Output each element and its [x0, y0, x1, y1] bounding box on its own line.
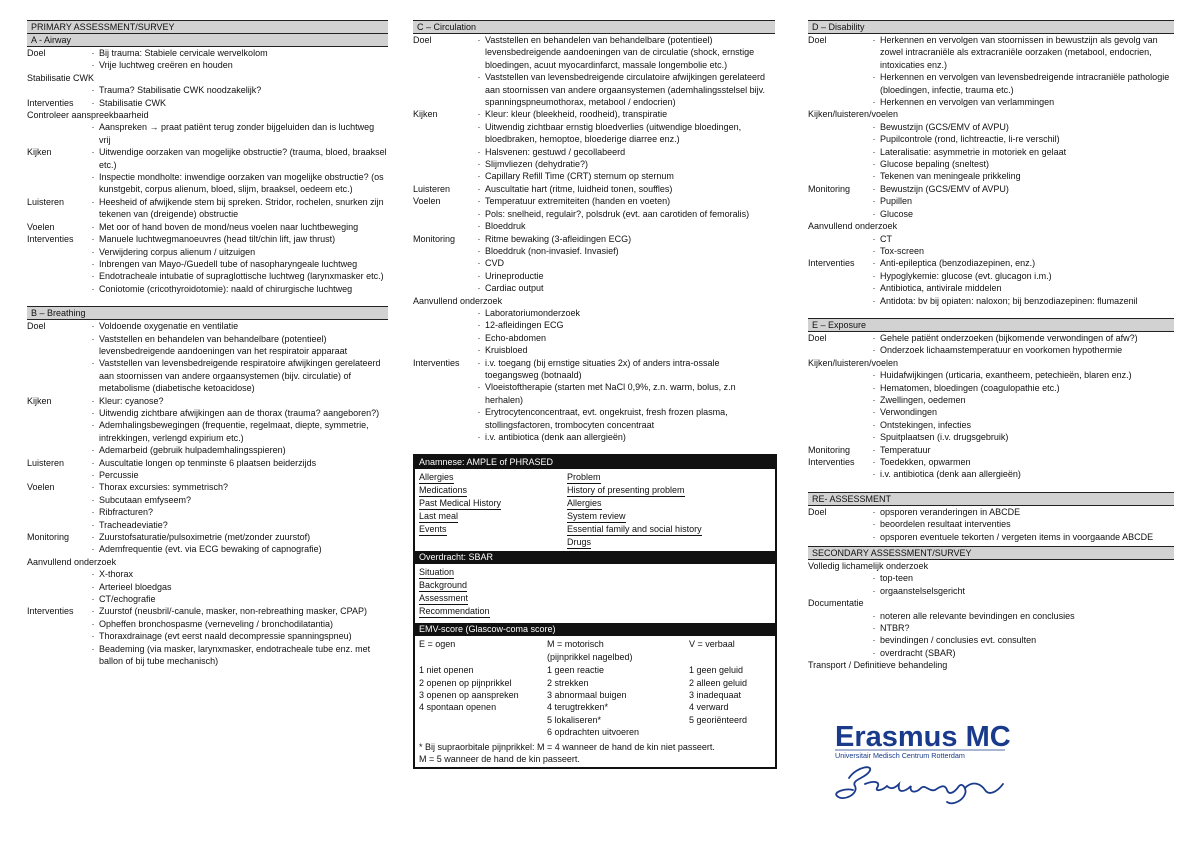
item-list [868, 332, 1174, 357]
ample-right [567, 471, 771, 549]
list-item: · Hematomen, bloedingen (coagulopathie etc.) [868, 382, 1174, 394]
mnemonic-item [419, 605, 771, 618]
item-list [87, 233, 388, 295]
list-item: · Cardiac output [473, 282, 775, 294]
circulation-header: C – Circulation [413, 21, 775, 34]
item-list [868, 444, 1174, 456]
list-item: · Ademhalingsbewegingen (frequentie, regelmaat, diepte, symmetrie, intrekkingen, verlengd expirium etc.) [87, 419, 388, 444]
list-item: · Bewustzijn (GCS/EMV of AVPU) [868, 121, 1174, 133]
list-item: · Vloeistoftherapie (starten met NaCl 0,9%, z.n. warm, bolus, z.n herhalen) [473, 381, 775, 406]
mnemonic-letter: P [419, 498, 426, 509]
list-item: · i.v. toegang (bij ernstige situaties 2x) of anders intra-ossale toegangsweg (botnaald) [473, 357, 775, 382]
row-label: Voelen [27, 221, 55, 232]
breathing-interventies [27, 605, 388, 667]
exposure-header: E – Exposure [808, 319, 1174, 332]
airway-voelen [27, 221, 388, 233]
row-label: Controleer aanspreekbaarheid [27, 110, 149, 121]
transport-label: Transport / Definitieve behandeling [808, 660, 948, 671]
list-item: · noteren alle relevante bevindingen en conclusies [868, 610, 1174, 622]
list-item: · Pupilcontrole (rond, lichtreactie, li-re verschil) [868, 133, 1174, 145]
row-label: Doel [413, 35, 432, 45]
list-item: · NTBR? [868, 622, 1174, 634]
list-item: · Zwellingen, oedemen [868, 394, 1174, 406]
list-item: · Kleur: kleur (bleekheid, roodheid), transpiratie [473, 108, 775, 120]
row-label: Interventies [27, 97, 74, 108]
list-item: · Endotracheale intubatie of supraglottische luchtweg (larynxmasker etc.) [87, 270, 388, 282]
emv-m-list [547, 664, 689, 738]
airway-header: A - Airway [27, 34, 388, 47]
row-label: Kijken/luisteren/voelen [808, 109, 899, 120]
breathing-doel [27, 320, 388, 394]
row-label: Luisteren [27, 457, 65, 468]
row-label: Interventies [808, 258, 855, 269]
list-item: · Vaststellen van levensbedreigende respiratoire afwijkingen gerelateerd aan stoornissen van andere orgaansystemen (bijv. circulatie) of metabolisme (diabetische ketoacidose) [87, 357, 388, 394]
sbar-list [415, 564, 775, 620]
list-item: · Uitwendig zichtbare afwijkingen aan de thorax (trauma? aangeboren?) [87, 407, 388, 419]
circulation-voelen [413, 195, 775, 232]
list-item: · top-teen [868, 572, 1174, 584]
list-item: · Toedekken, opwarmen [868, 456, 1174, 468]
sbar-title: Overdracht: SBAR [415, 551, 775, 564]
row-label: Monitoring [808, 183, 851, 194]
primary-survey-title: PRIMARY ASSESSMENT/SURVEY [27, 21, 388, 34]
section-a-airway [27, 20, 388, 295]
mnemonic-rest: rugs [573, 537, 592, 548]
mnemonic-item [419, 510, 567, 523]
list-item: · Laboratoriumonderzoek [473, 307, 775, 319]
item-list [413, 307, 775, 357]
mnemonic-item [419, 471, 567, 484]
row-label: Kijken [27, 147, 52, 158]
item-list [808, 369, 1174, 443]
disability-interventies [808, 257, 1174, 307]
airway-interventies [27, 97, 388, 109]
exposure-monitoring [808, 444, 1174, 456]
list-item: · Huidafwijkingen (urticaria, exantheem, petechieën, blaren enz.) [868, 369, 1174, 381]
list-item: · Uitwendig zichtbaar ernstig bloedverlies (uitwendige bloedingen, bloedbraken, hemoptoe, bloederige diarree enz.) [473, 121, 775, 146]
mnemonic-letter: H [567, 485, 574, 496]
list-item: · Echo-abdomen [473, 332, 775, 344]
item-list [868, 257, 1174, 307]
item-list [473, 183, 775, 195]
item-list [87, 146, 388, 196]
disability-doel [808, 34, 1174, 108]
row-label: Stabilisatie CWK [27, 72, 95, 83]
list-item: · Verwijdering corpus alienum / uitzuigen [87, 246, 388, 258]
emv-item: 1 geen geluid [689, 665, 744, 676]
mnemonic-letter: D [567, 537, 574, 548]
list-item: · X-thorax [87, 568, 388, 580]
emv-header-row [419, 638, 771, 663]
row-label: Volledig lichamelijk onderzoek [808, 561, 929, 572]
circulation-kijken [413, 108, 775, 182]
mnemonic-letter: B [419, 580, 426, 591]
list-item: · Glucose [868, 208, 1174, 220]
list-item: · Coniotomie (cricothyroidotomie): naald of chirurgische luchtweg [87, 283, 388, 295]
mnemonic-rest: ssential family and social history [573, 524, 702, 535]
disability-header: D – Disability [808, 21, 1174, 34]
item-list [27, 121, 388, 146]
list-item: · Capillary Refill Time (CRT) sternum op sternum [473, 170, 775, 182]
mnemonic-item [419, 484, 567, 497]
list-item: · Arterieel bloedgas [87, 581, 388, 593]
list-item: · Inspectie mondholte: inwendige oorzaken van mogelijke obstructie? (os kunstgebit, corpus alienum, bloed, slijm, braaksel, oedeem etc.) [87, 171, 388, 196]
item-list [473, 357, 775, 444]
airway-interventies-2 [27, 233, 388, 295]
emv-columns [419, 664, 771, 738]
row-label: Aanvullend onderzoek [808, 221, 898, 232]
mnemonic-letter: A [419, 472, 426, 483]
list-item: · Antibiotica, antivirale middelen [868, 282, 1174, 294]
mnemonic-letter: M [419, 485, 427, 496]
column-circulation [413, 20, 775, 769]
row-label: Voelen [413, 196, 441, 207]
list-item: · bevindingen / conclusies evt. consulten [868, 634, 1174, 646]
item-list [87, 605, 388, 667]
row-label: Voelen [27, 482, 55, 493]
emv-e-list [419, 664, 547, 738]
reference-box [413, 454, 777, 769]
list-item: · CT [868, 233, 1174, 245]
list-item: · i.v. antibiotica (denk aan allergieën) [473, 431, 775, 443]
list-item: · Trauma? Stabilisatie CWK noodzakelijk? [87, 84, 388, 96]
ample-title: Anamnese: AMPLE of PHRASED [415, 456, 775, 469]
section-b-breathing [27, 306, 388, 667]
list-item: · Tracheadeviatie? [87, 519, 388, 531]
circulation-interventies [413, 357, 775, 444]
list-item: · Temperatuur extremiteiten (handen en voeten) [473, 195, 775, 207]
mnemonic-rest: edications [426, 485, 468, 496]
list-item: · Met oor of hand boven de mond/neus voelen naar luchtbeweging [87, 221, 388, 233]
list-item: · Herkennen en vervolgen van verlammingen [868, 96, 1174, 108]
list-item: · Manuele luchtwegmanoeuvres (head tilt/chin lift, jaw thrust) [87, 233, 388, 245]
airway-doel [27, 47, 388, 72]
row-label: Doel [27, 48, 46, 58]
list-item: · opsporen eventuele tekorten / vergeten items in voorgaande ABCDE [868, 531, 1174, 543]
mnemonic-item [567, 523, 771, 536]
list-item: · Beademing (via masker, larynxmasker, endotracheale tube enz. met ballon of bij tube mechanisch) [87, 643, 388, 668]
emv-item: 2 openen op pijnprikkel [419, 677, 512, 688]
row-label: Luisteren [27, 196, 65, 207]
list-item: · Slijmvliezen (dehydratie?) [473, 158, 775, 170]
list-item: · Ademfrequentie (evt. via ECG bewaking of capnografie) [87, 543, 388, 555]
emv-item: 5 lokaliseren* [547, 714, 602, 725]
section-c-circulation [413, 20, 775, 443]
row-label: Kijken [27, 395, 52, 406]
row-label: Doel [808, 35, 827, 45]
item-list [808, 121, 1174, 183]
column-primary [27, 20, 388, 679]
list-item: · Heesheid of afwijkende stem bij spreken. Stridor, rochelen, snurken zijn tekenen van (dreigende) obstructie [87, 196, 388, 221]
row-label: Interventies [27, 234, 74, 245]
item-list [87, 320, 388, 394]
item-list [27, 84, 388, 96]
disability-monitoring [808, 183, 1174, 220]
mnemonic-item [567, 497, 771, 510]
list-item: · Thorax excursies: symmetrisch? [87, 481, 388, 493]
mnemonic-letter: A [567, 498, 574, 509]
mnemonic-letter: S [419, 567, 426, 578]
row-label: Doel [808, 506, 827, 517]
row-label: Aanvullend onderzoek [413, 295, 503, 306]
logo-wordmark: Erasmus MC [835, 721, 1011, 753]
emv-title: EMV-score (Glascow-coma score) [415, 623, 775, 636]
list-item: · Urineproductie [473, 270, 775, 282]
list-item: · Vaststellen en behandelen van behandelbare (potentieel) levensbedreigende aandoeningen van de circulatie (shock, ernstige bloedingen, acuut myocardinfarct, massale longembolie etc.) [473, 34, 775, 71]
row-label: Luisteren [413, 183, 451, 194]
list-item: · Hypoglykemie: glucose (evt. glucagon i.m.) [868, 270, 1174, 282]
erasmus-mc-logo [835, 720, 1035, 810]
item-list [868, 456, 1174, 481]
list-item: · orgaanstelselsgericht [868, 585, 1174, 597]
emv-item: 1 geen reactie [547, 665, 605, 676]
list-item: · Stabilisatie CWK [87, 97, 388, 109]
item-list [808, 610, 1174, 660]
list-item: · Zuurstofsaturatie/pulsoximetrie (met/zonder zuurstof) [87, 531, 388, 543]
list-item: · Subcutaan emfyseem? [87, 494, 388, 506]
mnemonic-letter: L [419, 511, 425, 522]
airway-kijken [27, 146, 388, 196]
emv-item: 6 opdrachten uitvoeren [547, 727, 640, 738]
mnemonic-rest: roblem [573, 472, 601, 483]
list-item: · Ademarbeid (gebruik hulpademhalingsspieren) [87, 444, 388, 456]
list-item: · Antidota: bv bij opiaten: naloxon; bij benzodiazepinen: flumazenil [868, 295, 1174, 307]
item-list [473, 233, 775, 295]
list-item: · Glucose bepaling (sneltest) [868, 158, 1174, 170]
item-list [87, 196, 388, 221]
list-item: · Aanspreken → praat patiënt terug zonder bijgeluiden dan is luchtweg vrij [87, 121, 388, 146]
exposure-doel [808, 332, 1174, 357]
list-item: · Kruisbloed [473, 344, 775, 356]
mnemonic-rest: ssessment [425, 593, 469, 604]
mnemonic-item [567, 510, 771, 523]
mnemonic-rest: ackground [425, 580, 468, 591]
mnemonic-item [419, 523, 567, 536]
list-item: · Uitwendige oorzaken van mogelijke obstructie? (trauma, bloed, braaksel etc.) [87, 146, 388, 171]
mnemonic-rest: llergies [425, 472, 454, 483]
row-label: Interventies [413, 357, 460, 368]
mnemonic-letter: A [419, 593, 426, 604]
list-item: · opsporen veranderingen in ABCDE [868, 506, 1174, 518]
item-list [87, 531, 388, 556]
mnemonic-rest: vents [425, 524, 447, 535]
mnemonic-letter: S [567, 511, 574, 522]
list-item: · CVD [473, 257, 775, 269]
list-item: · Ribfracturen? [87, 506, 388, 518]
emv-v-list [689, 664, 771, 738]
emv-item: 4 spontaan openen [419, 702, 497, 713]
mnemonic-rest: ystem review [573, 511, 626, 522]
list-item: · Pols: snelheid, regulair?, polsdruk (evt. aan carotiden of femoralis) [473, 208, 775, 220]
item-list [473, 195, 775, 232]
emv-note: M = 5 wanneer de hand de kin passeert. [419, 754, 580, 765]
mnemonic-rest: ecommendation [425, 606, 490, 617]
secondary-header: SECONDARY ASSESSMENT/SURVEY [808, 547, 1174, 560]
emv-item: 3 abnormaal buigen [547, 690, 627, 701]
list-item: · Spuitplaatsen (i.v. drugsgebruik) [868, 431, 1174, 443]
circulation-monitoring [413, 233, 775, 295]
list-item: · Percussie [87, 469, 388, 481]
exposure-interventies [808, 456, 1174, 481]
emv-item: 1 niet openen [419, 665, 474, 676]
list-item: · Anti-epileptica (benzodiazepinen, enz.) [868, 257, 1174, 269]
emv-item: 2 strekken [547, 677, 589, 688]
emv-item: 4 terugtrekken* [547, 702, 609, 713]
item-list [868, 183, 1174, 220]
item-list [808, 572, 1174, 597]
item-list [868, 34, 1174, 108]
breathing-voelen [27, 481, 388, 531]
row-label: Monitoring [413, 233, 456, 244]
emv-note: * Bij supraorbitale pijnprikkel: M = 4 wanneer de hand de kin niet passeert. [419, 741, 715, 752]
list-item: · Ritme bewaking (3-afleidingen ECG) [473, 233, 775, 245]
mnemonic-item [419, 566, 771, 579]
list-item: · Voldoende oxygenatie en ventilatie [87, 320, 388, 332]
list-item: · Tox-screen [868, 245, 1174, 257]
mnemonic-item [567, 484, 771, 497]
row-label: Monitoring [27, 532, 70, 543]
row-label: Monitoring [808, 444, 851, 455]
row-label: Kijken/luisteren/voelen [808, 357, 899, 368]
list-item: · beoordelen resultaat interventies [868, 518, 1174, 530]
airway-luisteren [27, 196, 388, 221]
row-label: Aanvullend onderzoek [27, 556, 117, 567]
mnemonic-letter: P [567, 472, 574, 483]
item-list [87, 481, 388, 531]
list-item: · overdracht (SBAR) [868, 647, 1174, 659]
list-item: · Vaststellen en behandelen van behandelbare (potentieel) levensbedreigende aandoeningen van het respiratoir apparaat [87, 333, 388, 358]
section-reassessment [808, 492, 1174, 543]
section-e-exposure [808, 318, 1174, 481]
section-secondary [808, 546, 1174, 672]
ample-grid [415, 469, 775, 551]
mnemonic-item [419, 592, 771, 605]
mnemonic-item [419, 579, 771, 592]
erasmus-logo-graphic [835, 720, 1035, 810]
reassessment-doel [808, 506, 1174, 543]
list-item: · Kleur: cyanose? [87, 395, 388, 407]
list-item: · Verwondingen [868, 406, 1174, 418]
emv-item: 5 georiënteerd [689, 714, 748, 725]
circulation-luisteren [413, 183, 775, 195]
signature-icon [836, 767, 1003, 803]
list-item: · Zuurstof (neusbril/-canule, masker, non-rebreathing masker, CPAP) [87, 605, 388, 617]
item-list [27, 568, 388, 605]
emv-header-m: M = motorisch [547, 639, 604, 650]
list-item: · Erytrocytenconcentraat, evt. ongekruist, fresh frozen plasma, stollingsfactoren, trombocyten concentraat [473, 406, 775, 431]
list-item: · Thoraxdrainage (evt eerst naald decompressie spanningspneu) [87, 630, 388, 642]
mnemonic-rest: ast Medical History [425, 498, 502, 509]
list-item: · i.v. antibiotica (denk aan allergieën) [868, 468, 1174, 480]
emv-item: 4 verward [689, 702, 729, 713]
row-label: Doel [808, 332, 827, 343]
list-item: · Onderzoek lichaamstemperatuur en voorkomen hypothermie [868, 344, 1174, 356]
emv-body [415, 636, 775, 767]
mnemonic-letter: R [419, 606, 426, 617]
item-list [87, 97, 388, 109]
section-d-disability [808, 20, 1174, 307]
list-item: · Lateralisatie: asymmetrie in motoriek en gelaat [868, 146, 1174, 158]
list-item: · Bij trauma: Stabiele cervicale wervelkolom [87, 47, 388, 59]
row-label: Interventies [27, 606, 74, 617]
row-label: Documentatie [808, 598, 864, 609]
list-item: · Vrije luchtweg creëren en houden [87, 59, 388, 71]
emv-header-m-sub: (pijnprikkel nagelbed) [547, 651, 633, 662]
mnemonic-rest: ast meal [424, 511, 459, 522]
circulation-doel [413, 34, 775, 108]
list-item: · Bloeddruk [473, 220, 775, 232]
list-item: · Gehele patiënt onderzoeken (bijkomende verwondingen of afw?) [868, 332, 1174, 344]
mnemonic-item [567, 471, 771, 484]
list-item: · Herkennen en vervolgen van levensbedreigende intracraniële pathologie (bloedingen, infectie, trauma etc.) [868, 71, 1174, 96]
reassessment-header: RE- ASSESSMENT [808, 493, 1174, 506]
emv-item: 3 openen op aanspreken [419, 690, 519, 701]
list-item: · 12-afleidingen ECG [473, 319, 775, 331]
list-item: · CT/echografie [87, 593, 388, 605]
emv-item: 3 inadequaat [689, 690, 742, 701]
column-disability [808, 20, 1174, 683]
mnemonic-letter: E [567, 524, 574, 535]
list-item: · Tekenen van meningeale prikkeling [868, 170, 1174, 182]
breathing-kijken [27, 395, 388, 457]
list-item: · Herkennen en vervolgen van stoornissen in bewustzijn als gevolg van zowel intracraniële als extracraniële oorzaken (metabool, endocrien, intoxicaties enz.) [868, 34, 1174, 71]
list-item: · Auscultatie longen op tenminste 6 plaatsen beiderzijds [87, 457, 388, 469]
row-label: Kijken [413, 109, 438, 120]
logo-subtitle: Universitair Medisch Centrum Rotterdam [835, 751, 965, 760]
emv-header-e: E = ogen [419, 639, 456, 650]
mnemonic-letter: E [419, 524, 426, 535]
item-list [868, 506, 1174, 543]
breathing-header: B – Breathing [27, 307, 388, 320]
row-label: Interventies [808, 457, 855, 467]
list-item: · Bewustzijn (GCS/EMV of AVPU) [868, 183, 1174, 195]
breathing-luisteren [27, 457, 388, 482]
item-list [87, 47, 388, 72]
item-list [87, 457, 388, 482]
item-list [473, 34, 775, 108]
ample-left [419, 471, 567, 549]
list-item: · Halsvenen: gestuwd / gecollabeerd [473, 146, 775, 158]
item-list [87, 395, 388, 457]
mnemonic-rest: llergies [573, 498, 602, 509]
list-item: · Auscultatie hart (ritme, luidheid tonen, souffles) [473, 183, 775, 195]
item-list [808, 233, 1174, 258]
item-list [473, 108, 775, 182]
breathing-monitoring [27, 531, 388, 556]
mnemonic-item [567, 536, 771, 549]
emv-header-v: V = verbaal [689, 639, 735, 650]
list-item: · Temperatuur [868, 444, 1174, 456]
mnemonic-rest: istory of presenting problem [573, 485, 685, 496]
list-item: · Ontstekingen, infecties [868, 419, 1174, 431]
list-item: · Bloeddruk (non-invasief. Invasief) [473, 245, 775, 257]
list-item: · Vaststellen van levensbedreigende circulatoire afwijkingen gerelateerd aan stoornissen van andere orgaansystemen (ademhalingsstelsel bijv. spanningspneumothorax, metabool / endocrien) [473, 71, 775, 108]
emv-item: 2 alleen geluid [689, 677, 748, 688]
item-list [87, 221, 388, 233]
list-item: · Pupillen [868, 195, 1174, 207]
list-item: · Opheffen bronchospasme (vernevеling / bronchodilatantia) [87, 618, 388, 630]
mnemonic-rest: ituation [425, 567, 455, 578]
row-label: Doel [27, 321, 46, 332]
list-item: · Inbrengen van Mayo-/Guedell tube of nasopharyngeale luchtweg [87, 258, 388, 270]
mnemonic-item [419, 497, 567, 510]
